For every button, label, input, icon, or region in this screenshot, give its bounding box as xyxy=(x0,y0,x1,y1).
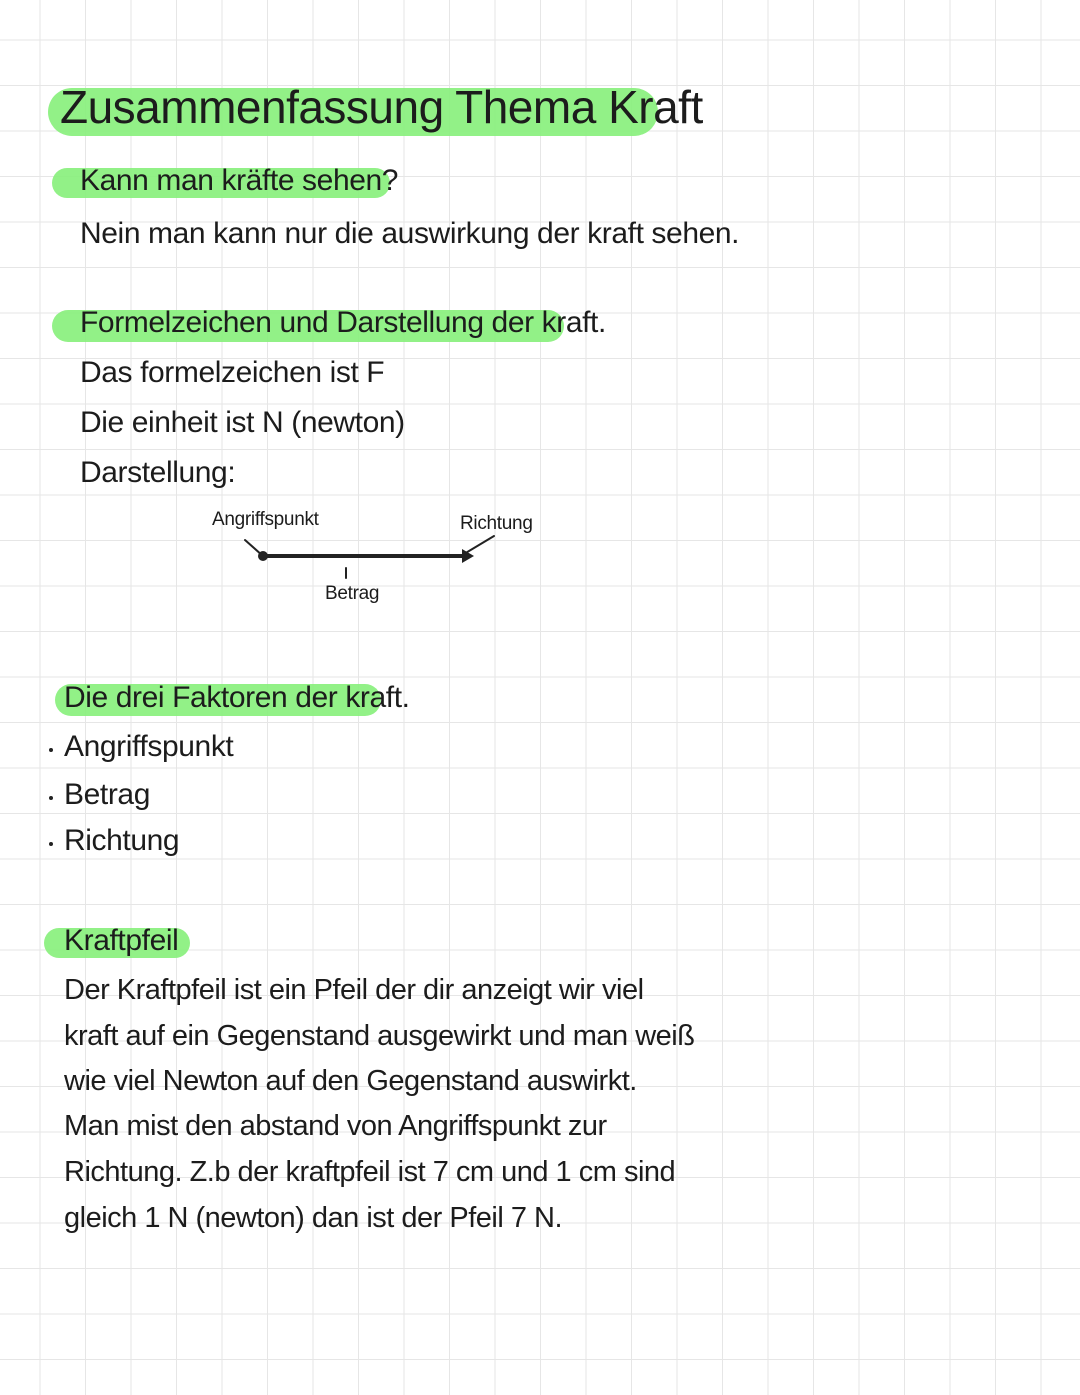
label-richtung: Richtung xyxy=(460,513,533,534)
section2-heading: Formelzeichen und Darstellung der kraft. xyxy=(80,306,606,339)
section2-line-3: Darstellung: xyxy=(80,456,236,489)
section4-heading: Kraftpfeil xyxy=(64,924,179,957)
factor-item-angriffspunkt: Angriffspunkt xyxy=(64,730,234,763)
section4-line-6: gleich 1 N (newton) dan ist der Pfeil 7 N. xyxy=(64,1202,563,1234)
section4-line-1: Der Kraftpfeil ist ein Pfeil der dir anzeigt wir viel xyxy=(64,974,644,1006)
section4-line-5: Richtung. Z.b der kraftpfeil ist 7 cm und 1 cm sind xyxy=(64,1156,676,1188)
section2-line-1: Das formelzeichen ist F xyxy=(80,356,385,389)
section1-answer: Nein man kann nur die auswirkung der kraft sehen. xyxy=(80,217,740,250)
angriffspunkt-dot xyxy=(258,551,268,561)
bullet-icon xyxy=(49,796,53,800)
page-title: Zusammenfassung Thema Kraft xyxy=(60,81,703,133)
label-betrag: Betrag xyxy=(325,583,380,604)
bullet-icon xyxy=(49,748,53,752)
force-arrow-diagram xyxy=(200,520,560,620)
richtung-pointer xyxy=(464,536,494,554)
section1-heading: Kann man kräfte sehen? xyxy=(80,164,399,197)
section2-line-2: Die einheit ist N (newton) xyxy=(80,406,405,439)
factor-item-betrag: Betrag xyxy=(64,778,150,811)
section4-line-4: Man mist den abstand von Angriffspunkt zur xyxy=(64,1110,607,1142)
factor-item-richtung: Richtung xyxy=(64,824,180,857)
section3-heading: Die drei Faktoren der kraft. xyxy=(64,681,410,714)
bullet-icon xyxy=(49,842,53,846)
section4-line-2: kraft auf ein Gegenstand ausgewirkt und man weiß xyxy=(64,1020,695,1052)
section4-line-3: wie viel Newton auf den Gegenstand auswirkt. xyxy=(64,1065,637,1097)
label-angriffspunkt: Angriffspunkt xyxy=(212,509,319,530)
